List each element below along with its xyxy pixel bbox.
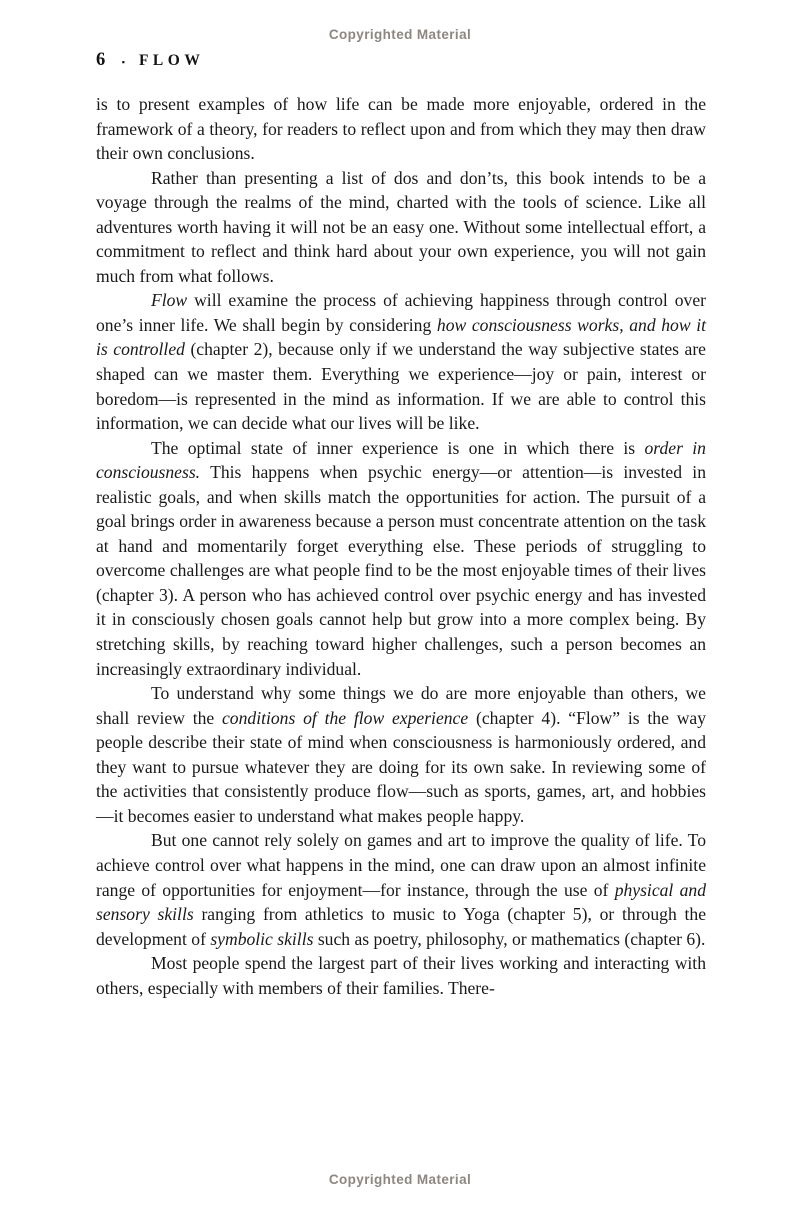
text-run: such as poetry, philosophy, or mathematics (chapter 6).	[313, 928, 706, 949]
page-header	[96, 50, 204, 71]
text-run: ranging from athletics to music to Yoga (chapter 5), or through the development of	[96, 904, 706, 949]
text-run: Most people spend the largest part of their lives working and interacting with others, especially with members of their families. There-	[96, 953, 706, 998]
italic-text-run: how consciousness works, and how it is controlled	[96, 314, 707, 360]
page-number: 6	[96, 50, 106, 70]
text-run: (chapter 4). “Flow” is the way people describe their state of mind when consciousness is harmoniously ordered, and they want to pursue whatever they are doing for its own sake. In reviewing some of the activities that consistently produce flow—such as sports, games, art, and hobbies—it becomes easier to understand what makes people happy.	[96, 707, 707, 826]
italic-text-run: order in consciousness.	[96, 437, 706, 483]
italic-text-run: physical and sensory skills	[96, 879, 706, 925]
paragraph	[96, 681, 706, 828]
text-run: The optimal state of inner experience is one in which there is	[151, 437, 645, 458]
running-title: FLOW	[138, 51, 205, 69]
paragraph	[96, 828, 706, 951]
text-run: is to present examples of how life can be made more enjoyable, ordered in the framework of a theory, for readers to reflect upon and from which they may then draw their own conclusions.	[96, 94, 706, 164]
header-bullet-icon: ▪	[121, 56, 125, 67]
paragraph	[96, 166, 706, 289]
paragraph	[96, 436, 706, 681]
text-run: (chapter 2), because only if we understand the way subjective states are shaped can we master them. Everything we experience—joy or pain, interest or boredom—is represented in the mind as information. If we are able to control this information, we can decide what our lives will be like.	[96, 339, 706, 434]
italic-text-run: conditions of the flow experience	[222, 707, 469, 728]
copyright-notice-bottom: Copyrighted Material	[328, 1172, 472, 1187]
text-run: To understand why some things we do are more enjoyable than others, we shall review the	[96, 683, 706, 728]
paragraph	[96, 92, 706, 166]
paragraph	[96, 288, 706, 435]
italic-text-run: Flow	[151, 290, 188, 311]
italic-text-run: symbolic skills	[210, 928, 314, 949]
body-text	[96, 92, 706, 1000]
copyright-notice-top: Copyrighted Material	[328, 27, 472, 42]
text-run: Rather than presenting a list of dos and don’ts, this book intends to be a voyage through the realms of the mind, charted with the tools of science. Like all adventures worth having it will not be an easy one. Without some intellectual effort, a commitment to reflect and think hard about your own experience, you will not gain much from what follows.	[96, 167, 706, 286]
text-run: will examine the process of achieving happiness through control over one’s inner life. We shall begin by considering	[96, 290, 706, 335]
text-run: This happens when psychic energy—or attention—is invested in realistic goals, and when skills match the opportunities for action. The pursuit of a goal brings order in awareness because a person must concentrate attention on the task at hand and momentarily forget everything else. These periods of struggling to overcome challenges are what people find to be the most enjoyable times of their lives (chapter 3). A person who has achieved control over psychic energy and has invested it in consciously chosen goals cannot help but grow into a more complex being. By stretching skills, by reaching toward higher challenges, such a person becomes an increasingly extraordinary individual.	[96, 462, 706, 679]
paragraph	[96, 951, 706, 1000]
text-run: But one cannot rely solely on games and art to improve the quality of life. To achieve control over what happens in the mind, one can draw upon an almost infinite range of opportunities for enjoyment—for instance, through the use of	[96, 830, 706, 900]
